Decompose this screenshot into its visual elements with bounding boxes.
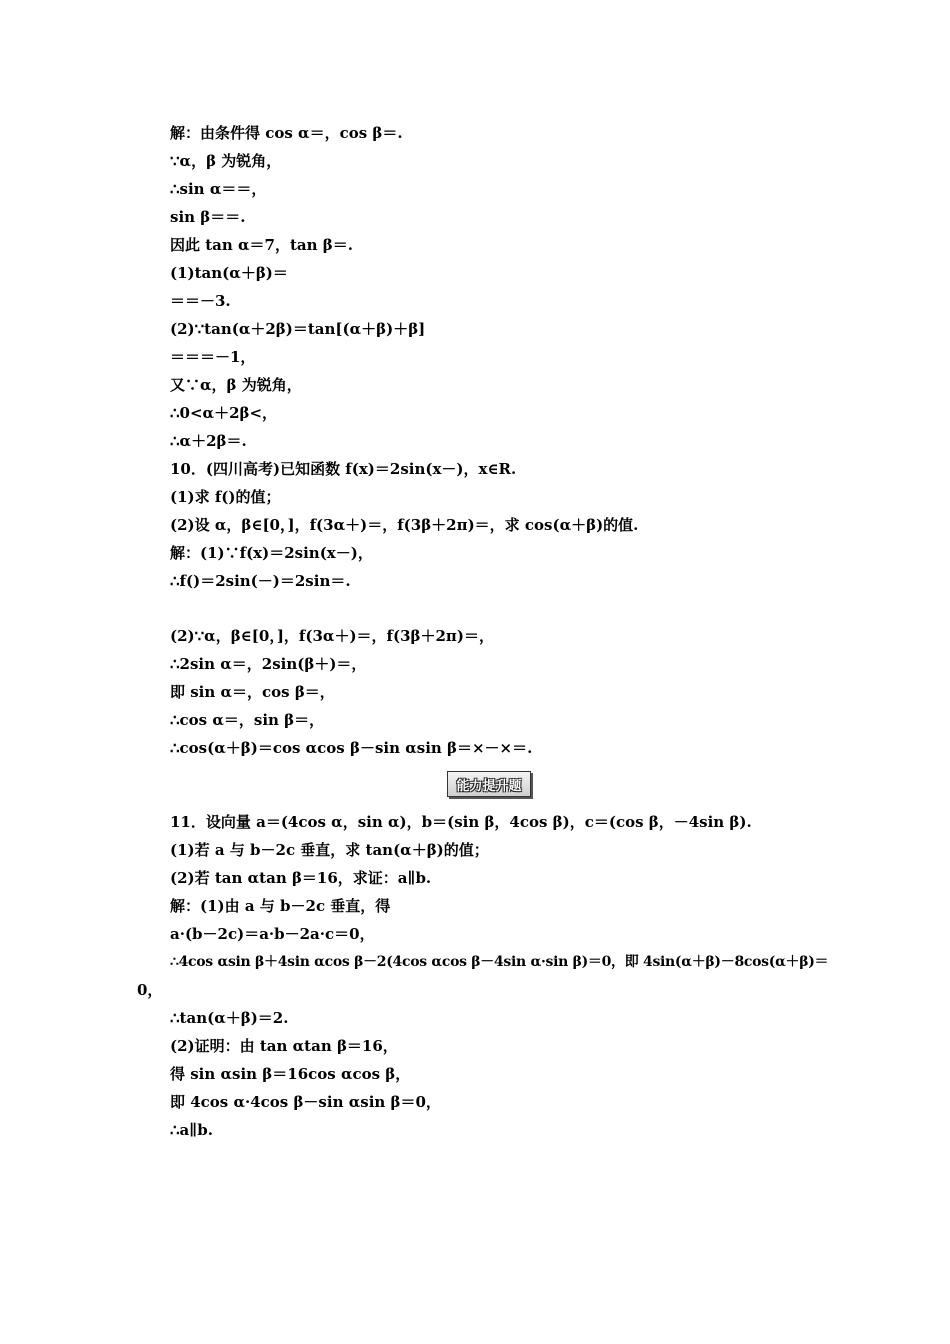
solution-line: ∴tan(α＋β)＝2.: [170, 1009, 289, 1027]
problem-11-part1: (1)若 a 与 b－2c 垂直，求 tan(α＋β)的值；: [170, 841, 489, 859]
solution-line: ∴sin α＝＝，: [170, 180, 267, 198]
solution-line: (2)∵tan(α＋2β)＝tan[(α＋β)＋β]: [170, 320, 426, 338]
solution-line: (2)∵α，β∈[0，]，f(3α＋)＝，f(3β＋2π)＝，: [170, 627, 495, 645]
solution-line: ∴f()＝2sin(－)＝2sin＝.: [170, 572, 351, 590]
problem-10-part1: (1)求 f()的值；: [170, 488, 281, 506]
solution-line: ＝＝＝－1，: [170, 348, 256, 366]
solution-line: ∴4cos αsin β＋4sin αcos β－2(4cos αcos β－4sin α·sin β)＝0，即 4sin(α＋β)－8cos(α＋β)＝: [170, 954, 829, 970]
solution-line: 因此 tan α＝7，tan β＝.: [170, 236, 353, 254]
solution-line: ∴cos α＝，sin β＝，: [170, 711, 325, 729]
problem-10-stem: 10．(四川高考)已知函数 f(x)＝2sin(x－)，x∈R.: [170, 460, 517, 478]
solution-line: ∴cos(α＋β)＝cos αcos β－sin αsin β＝×－×＝.: [170, 739, 533, 757]
solution-line: 解：由条件得 cos α＝，cos β＝.: [170, 124, 403, 142]
solution-line: sin β＝＝.: [170, 208, 246, 226]
solution-line: 解：(1)∵f(x)＝2sin(x－)，: [170, 544, 373, 562]
solution-line: 即 sin α＝，cos β＝，: [170, 683, 335, 701]
solution-line: (1)tan(α＋β)＝: [170, 264, 288, 282]
solution-line: ∴0<α＋2β<，: [170, 404, 278, 422]
solution-line: 0，: [137, 981, 163, 999]
solution-line: ＝＝－3.: [170, 292, 231, 310]
solution-line: 即 4cos α·4cos β－sin αsin β＝0，: [170, 1093, 441, 1111]
solution-line: 解：(1)由 a 与 b－2c 垂直，得: [170, 897, 391, 915]
problem-10-part2: (2)设 α，β∈[0，]，f(3α＋)＝，f(3β＋2π)＝，求 cos(α＋β)的值.: [170, 516, 639, 534]
section-banner: 能力提升题: [447, 771, 531, 797]
solution-line: ∴a∥b.: [170, 1121, 213, 1139]
solution-line: ∴2sin α＝，2sin(β＋)＝，: [170, 655, 367, 673]
solution-line: a·(b－2c)＝a·b－2a·c＝0，: [170, 925, 375, 943]
solution-line: (2)证明：由 tan αtan β＝16，: [170, 1037, 398, 1055]
problem-11-part2: (2)若 tan αtan β＝16，求证：a∥b.: [170, 869, 432, 887]
problem-11-stem: 11．设向量 a＝(4cos α，sin α)，b＝(sin β，4cos β)，c＝(cos β，－4sin β).: [170, 813, 752, 831]
solution-line: ∵α，β 为锐角，: [170, 152, 282, 170]
solution-line: 又∵α，β 为锐角，: [170, 376, 302, 394]
solution-line: ∴α＋2β＝.: [170, 432, 247, 450]
solution-line: 得 sin αsin β＝16cos αcos β，: [170, 1065, 411, 1083]
